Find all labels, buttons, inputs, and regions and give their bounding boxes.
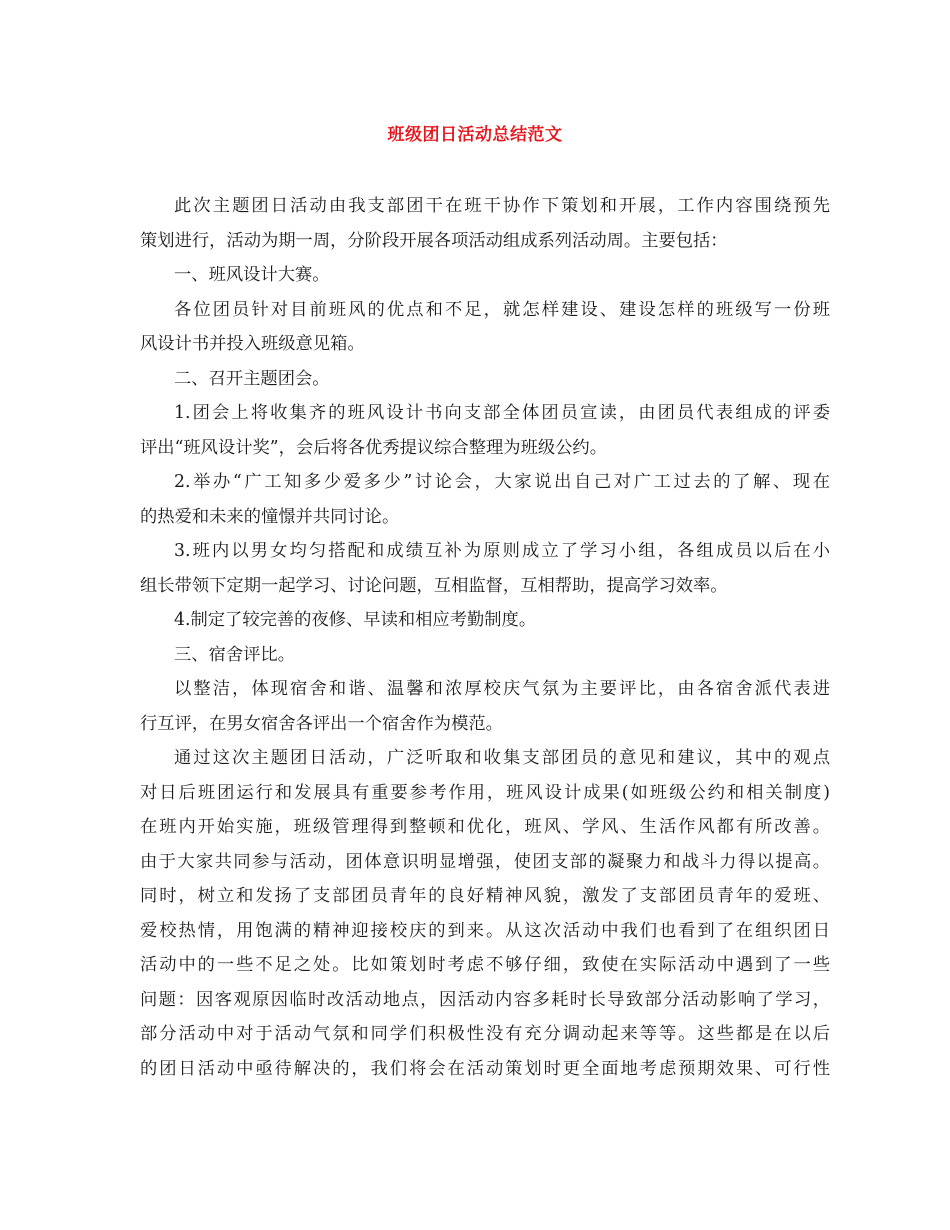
text-line: 此次主题团日活动由我支部团干在班干协作下策划和开展，工作内容围绕预先 xyxy=(174,196,830,216)
text-line: 部分活动中对于活动气氛和同学们积极性没有充分调动起来等等。这些都是在以后 xyxy=(140,1024,830,1044)
text-line: 的团日活动中亟待解决的，我们将会在活动策划时更全面地考虑预期效果、可行性 xyxy=(140,1058,830,1079)
document-title: 班级团日活动总结范文 xyxy=(387,125,563,145)
text-line: 1.团会上将收集齐的班风设计书向支部全体团员宣读，由团员代表组成的评委 xyxy=(174,403,830,423)
text-line: 以整洁，体现宿舍和谐、温馨和浓厚校庆气氛为主要评比，由各宿舍派代表进 xyxy=(174,679,830,699)
text-line: 2.举办“广工知多少爱多少”讨论会，大家说出自己对广工过去的了解、现在 xyxy=(174,472,830,492)
text-line: 评出“班风设计奖”，会后将各优秀提议综合整理为班级公约。 xyxy=(140,437,607,458)
text-line: 组长带领下定期一起学习、讨论问题，互相监督，互相帮助，提高学习效率。 xyxy=(140,575,728,596)
text-line: 问题：因客观原因临时改活动地点，因活动内容多耗时长导致部分活动影响了学习， xyxy=(140,989,830,1010)
document-body xyxy=(140,189,830,1086)
text-line: 在班内开始实施，班级管理得到整顿和优化，班风、学风、生活作风都有所改善。 xyxy=(140,817,830,837)
text-line: 行互评，在男女宿舍各评出一个宿舍作为模范。 xyxy=(140,713,503,734)
text-line: 三、宿舍评比。 xyxy=(174,644,295,665)
text-line: 风设计书并投入班级意见箱。 xyxy=(140,334,365,354)
text-line: 策划进行，活动为期一周，分阶段开展各项活动组成系列活动周。主要包括： xyxy=(140,230,728,251)
text-line: 3.班内以男女均匀搭配和成绩互补为原则成立了学习小组，各组成员以后在小 xyxy=(174,541,830,561)
text-line: 4.制定了较完善的夜修、早读和相应考勤制度。 xyxy=(174,610,537,630)
text-line: 爱校热情，用饱满的精神迎接校庆的到来。从这次活动中我们也看到了在组织团日 xyxy=(140,920,830,941)
text-line: 对日后班团运行和发展具有重要参考作用，班风设计成果(如班级公约和相关制度) xyxy=(140,782,830,803)
text-line: 通过这次主题团日活动，广泛听取和收集支部团员的意见和建议，其中的观点 xyxy=(174,748,830,768)
text-line: 一、班风设计大赛。 xyxy=(174,265,330,285)
text-line: 各位团员针对目前班风的优点和不足，就怎样建设、建设怎样的班级写一份班 xyxy=(174,299,830,320)
text-line: 同时，树立和发扬了支部团员青年的良好精神风貌，激发了支部团员青年的爱班、 xyxy=(140,886,830,906)
text-line: 的热爱和未来的憧憬并共同讨论。 xyxy=(140,506,400,527)
text-line: 由于大家共同参与活动，团体意识明显增强，使团支部的凝聚力和战斗力得以提高。 xyxy=(140,851,830,872)
text-line: 二、召开主题团会。 xyxy=(174,368,330,389)
text-line: 活动中的一些不足之处。比如策划时考虑不够仔细，致使在实际活动中遇到了一些 xyxy=(140,955,830,975)
